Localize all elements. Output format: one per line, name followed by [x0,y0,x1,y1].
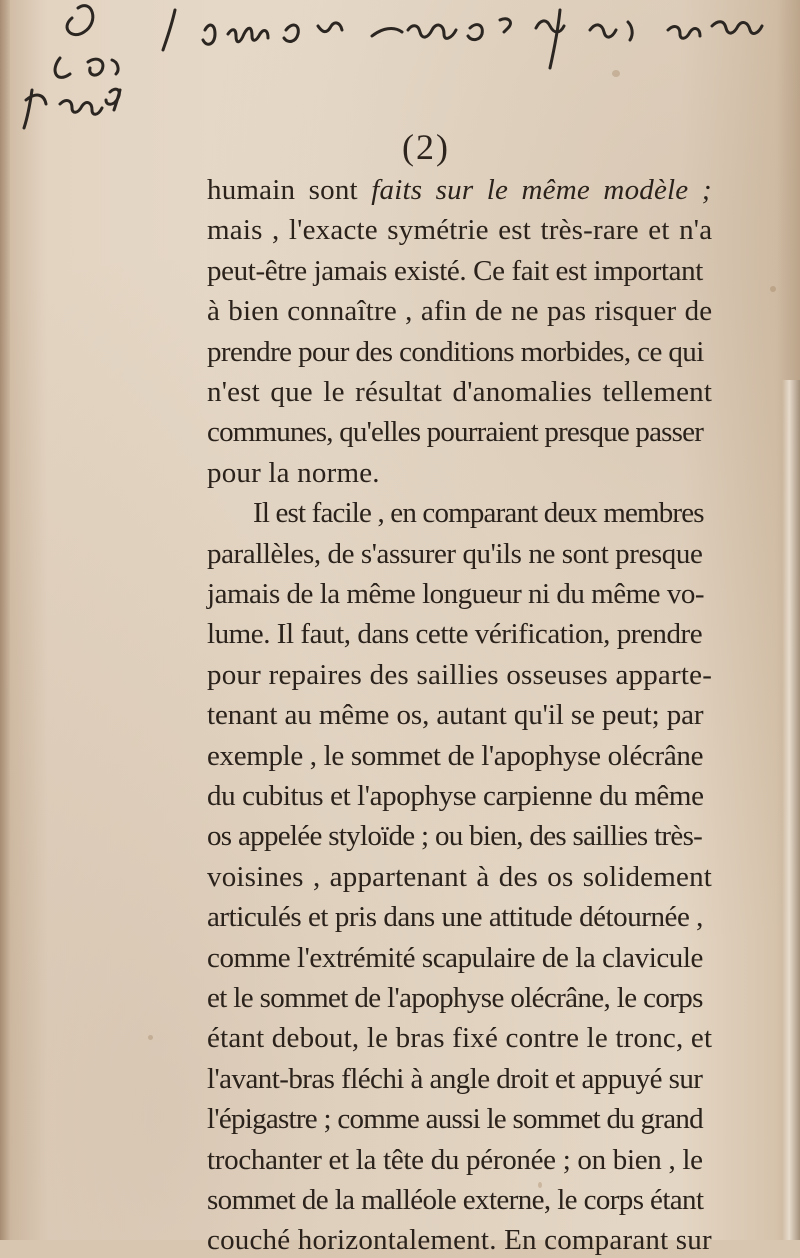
handwritten-annotation [0,0,800,130]
text-line [207,1020,712,1056]
text-line [207,940,703,976]
text-line [207,212,712,248]
text-line-content: parallèles, de s'assurer qu'ils ne sont presque [207,537,703,570]
text-line [207,253,703,289]
page-right-edge [782,380,800,1240]
text-line-content: à bien connaître , afin de ne pas risquer de [207,295,713,328]
text-line-content: n'est que le résultat d'anomalies tellement [207,376,713,408]
page-left-edge [0,0,10,1240]
text-line-content: exemple , le sommet de l'apophyse olécrâne [207,739,704,772]
text-line-content: os appelée styloïde ; ou bien, des saillies très- [207,820,703,853]
text-line [207,334,704,370]
text-line [207,899,703,935]
text-line [207,697,704,733]
text-line-content: peut-être jamais existé. Ce fait est important [207,254,703,287]
text-line [207,1101,703,1137]
text-line-content: humain sont [207,174,372,206]
text-line [207,172,712,208]
text-line [207,293,712,329]
text-line-content: l'avant-bras fléchi à angle droit et appuyé sur [207,1062,703,1095]
text-line-content: voisines , appartenant à des os solidement [207,860,713,893]
text-line-content: trochanter et la tête du péronée ; on bien , le [207,1143,703,1176]
text-line-content: du cubitus et l'apophyse carpienne du même [207,780,704,812]
text-line [207,616,702,652]
text-line [207,818,702,854]
text-line-content: l'épigastre ; comme aussi le sommet du grand [207,1103,703,1136]
text-line [207,980,703,1016]
foxing-spot [770,286,776,292]
text-line [207,374,712,410]
text-line-italic: faits sur le même modèle ; [371,174,712,206]
text-line-content: et le sommet de l'apophyse olécrâne, le corps [207,982,703,1014]
text-line-content: lume. Il faut, dans cette vérification, prendre [207,618,703,651]
text-line [207,536,702,572]
text-line [207,738,703,774]
text-line-content: communes, qu'elles pourraient presque passer [207,416,704,449]
text-line-content: articulés et pris dans une attitude détournée , [207,901,703,934]
text-line-content: jamais de la même longueur ni du même vo- [207,578,705,610]
text-line-content: comme l'extrémité scapulaire de la clavicule [207,941,703,974]
text-line [207,1182,703,1218]
text-line [207,859,712,895]
text-line-content: Il est facile , en comparant deux membres [253,497,704,530]
text-line [207,657,712,693]
page-number: (2) [402,127,450,167]
text-line [207,1142,703,1178]
foxing-spot [148,1035,153,1040]
text-line-content: étant debout, le bras fixé contre le tronc, et [207,1022,713,1055]
text-line [207,778,704,814]
text-line-content: prendre pour des conditions morbides, ce qui [207,335,704,368]
text-line [253,495,704,531]
text-line-content: sommet de la malléole externe, le corps étant [207,1184,704,1216]
text-line-content: mais , l'exacte symétrie est très-rare et n'a [207,214,713,247]
text-line-content: couché horizontalement. En comparant sur [207,1224,712,1257]
text-line-content: pour repaires des saillies osseuses apparte- [207,658,713,691]
text-line [207,414,703,450]
text-line-content: pour la norme. [207,456,380,489]
text-line-content: tenant au même os, autant qu'il se peut; par [207,699,704,732]
text-line [207,455,380,491]
text-line [207,1061,702,1097]
text-line [207,576,704,612]
text-line [207,1222,712,1258]
